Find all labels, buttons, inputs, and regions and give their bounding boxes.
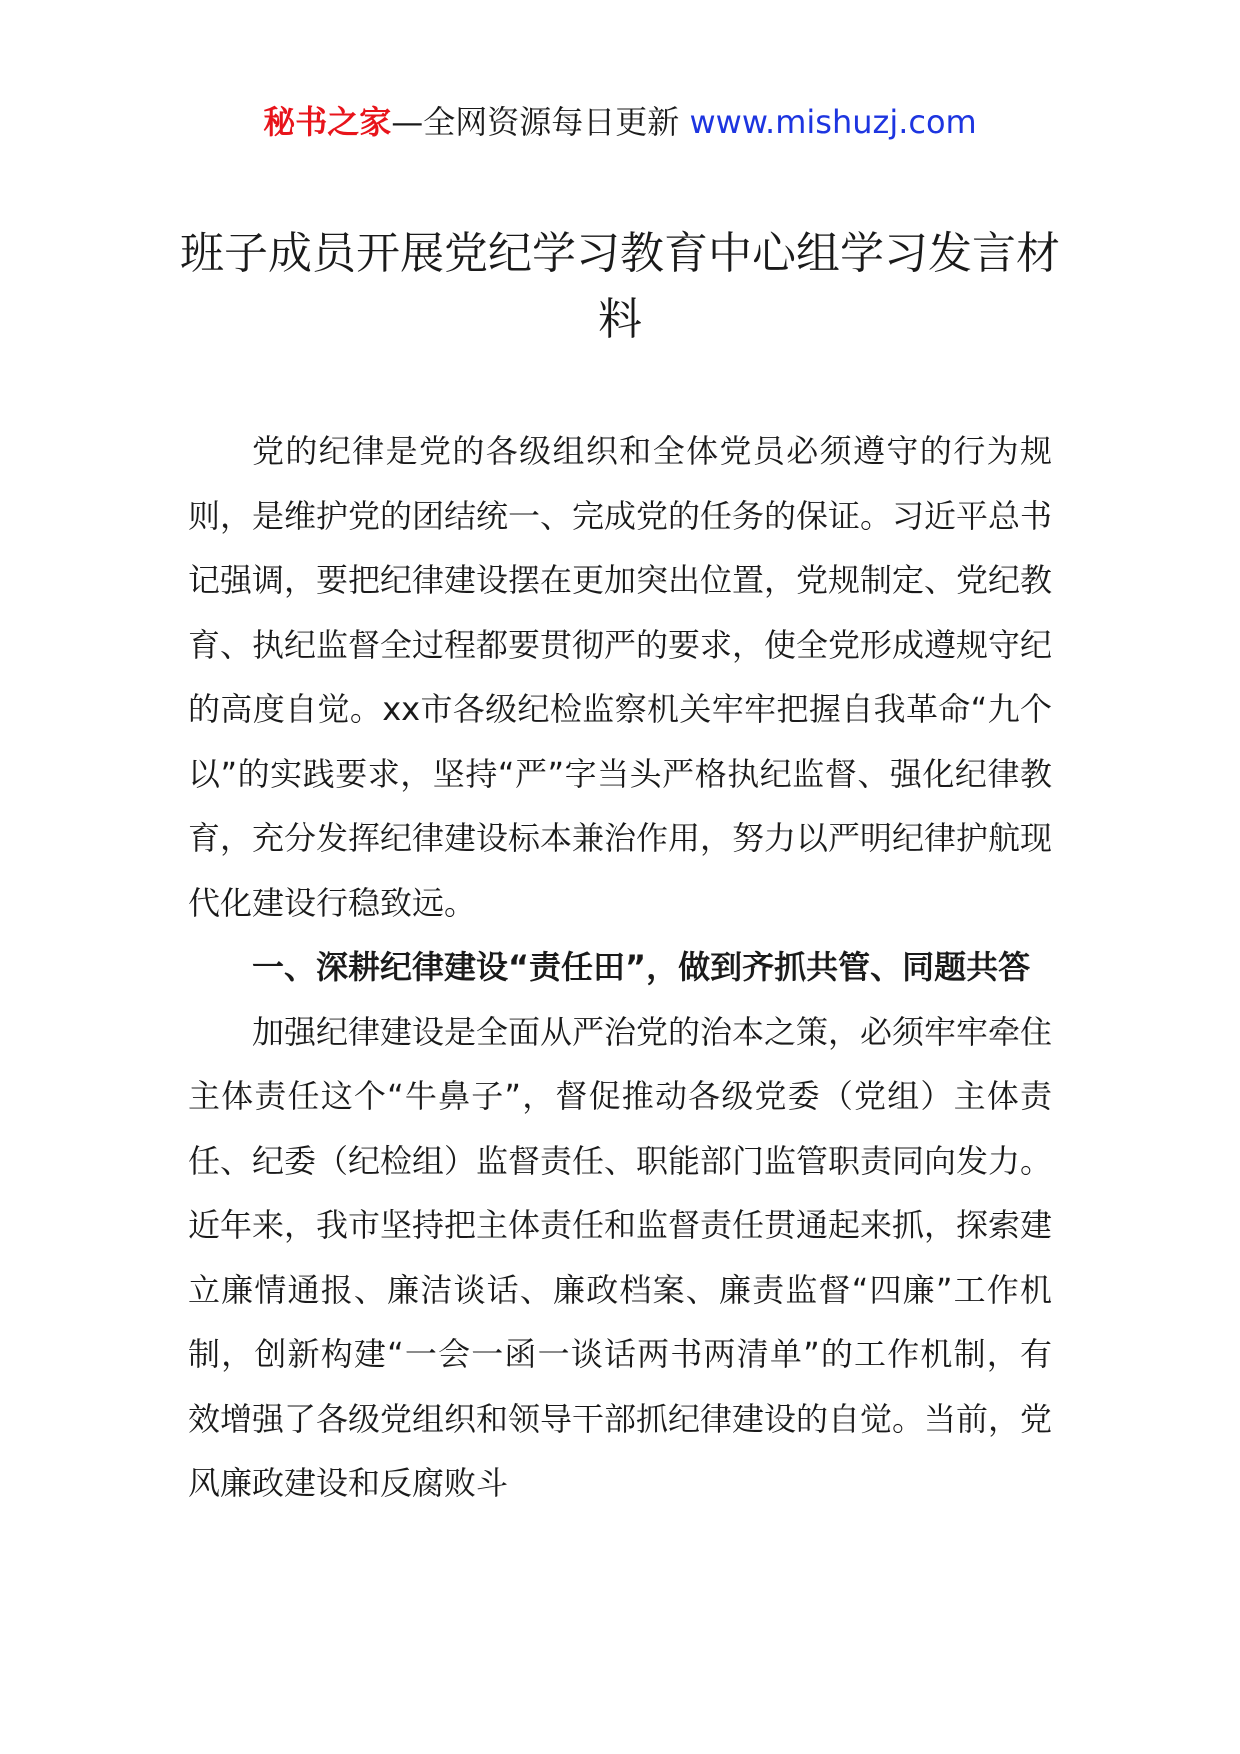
intro-paragraph: 党的纪律是党的各级组织和全体党员必须遵守的行为规则，是维护党的团结统一、完成党的任务的保证。习近平总书记强调，要把纪律建设摆在更加突出位置，党规制定、党纪教育、执纪监督全过程都要贯彻严的要求，使全党形成遵规守纪的高度自觉。xx市各级纪检监察机关牢牢把握自我革命“九个以”的实践要求，坚持“严”字当头严格执纪监督、强化纪律教育，充分发挥纪律建设标本兼治作用，努力以严明纪律护航现代化建设行稳致远。: [188, 432, 1053, 922]
brand-name: 秘书之家: [263, 103, 392, 141]
site-header: [0, 100, 1240, 144]
site-url-link[interactable]: www.mishuzj.com: [689, 103, 977, 141]
site-tagline: —全网资源每日更新: [391, 103, 680, 141]
section-heading-1: 一、深耕纪律建设“责任田”，做到齐抓共管、同题共答: [252, 948, 1031, 986]
document-title: 班子成员开展党纪学习教育中心组学习发言材料: [180, 228, 1060, 345]
document-body: [188, 419, 1052, 1516]
body-paragraph: 加强纪律建设是全面从严治党的治本之策，必须牢牢牵住主体责任这个“牛鼻子”，督促推动各级党委（党组）主体责任、纪委（纪检组）监督责任、职能部门监管职责同向发力。近年来，我市坚持把主体责任和监督责任贯通起来抓，探索建立廉情通报、廉洁谈话、廉政档案、廉责监督“四廉”工作机制，创新构建“一会一函一谈话两书两清单”的工作机制，有效增强了各级党组织和领导干部抓纪律建设的自觉。当前，党风廉政建设和反腐败斗: [188, 1012, 1053, 1502]
